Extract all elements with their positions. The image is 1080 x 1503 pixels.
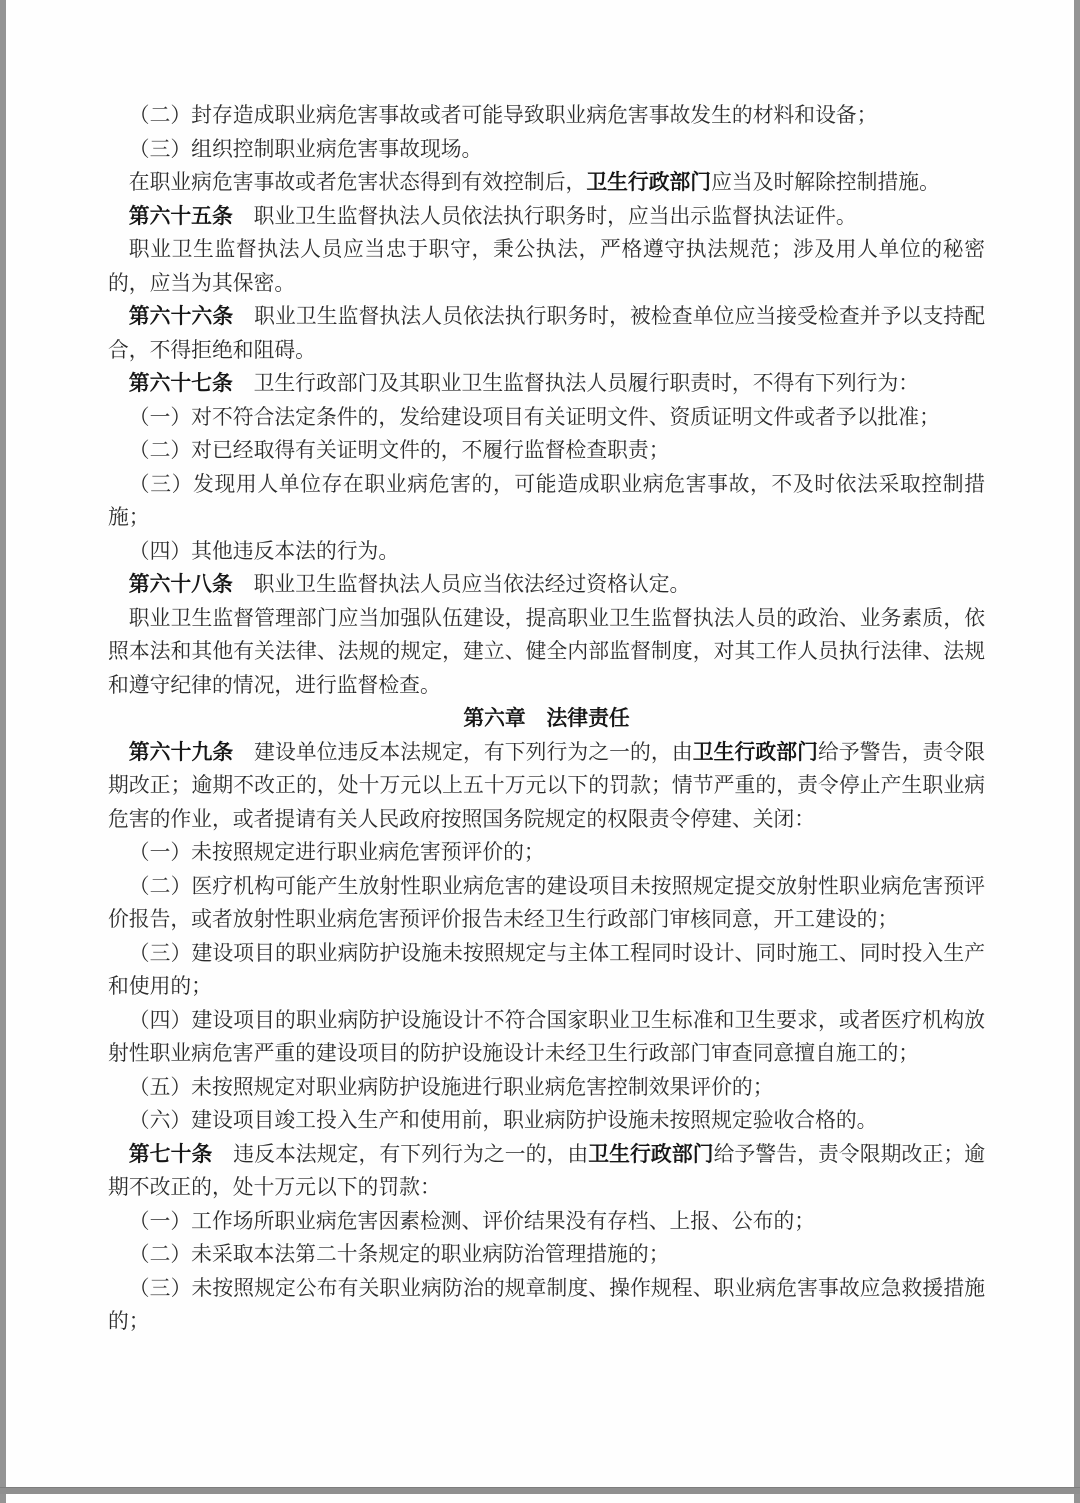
paragraph [108, 1071, 985, 1105]
text-segment: 职业卫生监督执法人员依法执行职务时，应当出示监督执法证件。 [232, 204, 857, 228]
text-segment: （六）建设项目竣工投入生产和使用前，职业病防护设施未按照规定验收合格的。 [128, 1109, 878, 1132]
paragraph [108, 535, 985, 569]
paragraph [108, 468, 985, 535]
bold-text-segment: 卫生行政部门 [586, 171, 712, 194]
bold-text-segment: 第六十七条 [128, 372, 233, 395]
bold-text-segment: 第六章 法律责任 [463, 707, 630, 730]
text-segment: （三）发现用人单位存在职业病危害的，可能造成职业病危害事故，不及时依法采取控制措施； [108, 472, 985, 529]
paragraph [108, 836, 985, 870]
bold-text-segment: 第六十五条 [128, 204, 233, 228]
paragraph [108, 1004, 985, 1071]
chapter-heading [108, 702, 985, 736]
text-segment: 违反本法规定，有下列行为之一的，由 [212, 1142, 589, 1166]
page-right-edge [1074, 0, 1080, 1503]
paragraph [108, 434, 985, 468]
text-segment: （一）对不符合法定条件的，发给建设项目有关证明文件、资质证明文件或者予以批准； [128, 405, 940, 429]
paragraph [108, 1205, 985, 1239]
paragraph [108, 200, 985, 234]
bold-text-segment: 第六十六条 [128, 305, 234, 328]
text-segment: 给予警告，责令限期改正；逾期不改正的，处十万元以上五十万元以下的罚款；情节严重的，责令停止产生职业病危害的作业，或者提请有关人民政府按照国务院规定的权限责令停建、关闭： [108, 740, 986, 831]
text-segment: （一）未按照规定进行职业病危害预评价的； [128, 841, 545, 864]
paragraph [108, 233, 985, 300]
text-segment: （二）医疗机构可能产生放射性职业病危害的建设项目未按照规定提交放射性职业病危害预评价报告，或者放射性职业病危害预评价报告未经卫生行政部门审核同意，开工建设的； [108, 874, 985, 931]
text-segment: 应当及时解除控制措施。 [711, 171, 940, 194]
text-segment: 建设单位违反本法规定，有下列行为之一的，由 [233, 740, 693, 764]
bold-text-segment: 卫生行政部门 [588, 1142, 714, 1166]
paragraph [108, 937, 985, 1004]
text-segment: （二）未采取本法第二十条规定的职业病防治管理措施的； [128, 1243, 670, 1266]
paragraph [108, 367, 985, 401]
paragraph [108, 401, 985, 435]
text-segment: （二）对已经取得有关证明文件的，不履行监督检查职责； [128, 439, 670, 462]
paragraph [108, 1238, 985, 1272]
text-segment: 卫生行政部门及其职业卫生监督执法人员履行职责时，不得有下列行为： [232, 372, 920, 395]
paragraph [108, 1104, 985, 1138]
text-segment: （三）建设项目的职业病防护设施未按照规定与主体工程同时设计、同时施工、同时投入生产和使用的； [108, 941, 985, 998]
bold-text-segment: 第七十条 [128, 1142, 213, 1166]
paragraph [108, 1138, 985, 1205]
bold-text-segment: 第六十九条 [128, 740, 234, 764]
text-segment: （四）建设项目的职业病防护设施设计不符合国家职业卫生标准和卫生要求，或者医疗机构放射性职业病危害严重的建设项目的防护设施设计未经卫生行政部门审查同意擅自施工的； [108, 1008, 985, 1065]
page-left-edge [0, 0, 6, 1503]
paragraph [108, 133, 985, 167]
page-text [108, 99, 985, 1339]
paragraph [108, 99, 985, 133]
document-page [6, 0, 1074, 1487]
text-segment: 给予警告，责令限期改正；逾期不改正的，处十万元以下的罚款： [108, 1142, 986, 1199]
text-segment: （三）未按照规定公布有关职业病防治的规章制度、操作规程、职业病危害事故应急救援措施的； [108, 1276, 985, 1333]
text-segment: 职业卫生监督管理部门应当加强队伍建设，提高职业卫生监督执法人员的政治、业务素质，依照本法和其他有关法律、法规的规定，建立、健全内部监督制度，对其工作人员执行法律、法规和遵守纪律的情况，进行监督检查。 [108, 606, 985, 697]
paragraph [108, 568, 985, 602]
bold-text-segment: 卫生行政部门 [692, 740, 819, 764]
page-break-divider [0, 1487, 1080, 1494]
paragraph [108, 166, 985, 200]
text-segment: 职业卫生监督执法人员应当依法经过资格认定。 [232, 573, 691, 596]
next-page-top [6, 1494, 1074, 1503]
paragraph [108, 300, 985, 367]
paragraph [108, 736, 985, 837]
text-segment: 在职业病危害事故或者危害状态得到有效控制后， [128, 171, 587, 194]
text-segment: （二）封存造成职业病危害事故或者可能导致职业病危害事故发生的材料和设备； [128, 104, 878, 127]
text-segment: （一）工作场所职业病危害因素检测、评价结果没有存档、上报、公布的； [128, 1209, 816, 1233]
paragraph [108, 1272, 985, 1339]
paragraph [108, 870, 985, 937]
text-segment: （四）其他违反本法的行为。 [128, 539, 400, 563]
bold-text-segment: 第六十八条 [128, 573, 233, 596]
text-segment: 职业卫生监督执法人员应当忠于职守，秉公执法，严格遵守执法规范；涉及用人单位的秘密的，应当为其保密。 [108, 238, 985, 295]
paragraph [108, 602, 985, 703]
text-segment: （五）未按照规定对职业病防护设施进行职业病危害控制效果评价的； [128, 1075, 774, 1099]
text-segment: 职业卫生监督执法人员依法执行职务时，被检查单位应当接受检查并予以支持配合，不得拒绝和阻碍。 [108, 305, 986, 362]
text-segment: （三）组织控制职业病危害事故现场。 [128, 137, 483, 161]
